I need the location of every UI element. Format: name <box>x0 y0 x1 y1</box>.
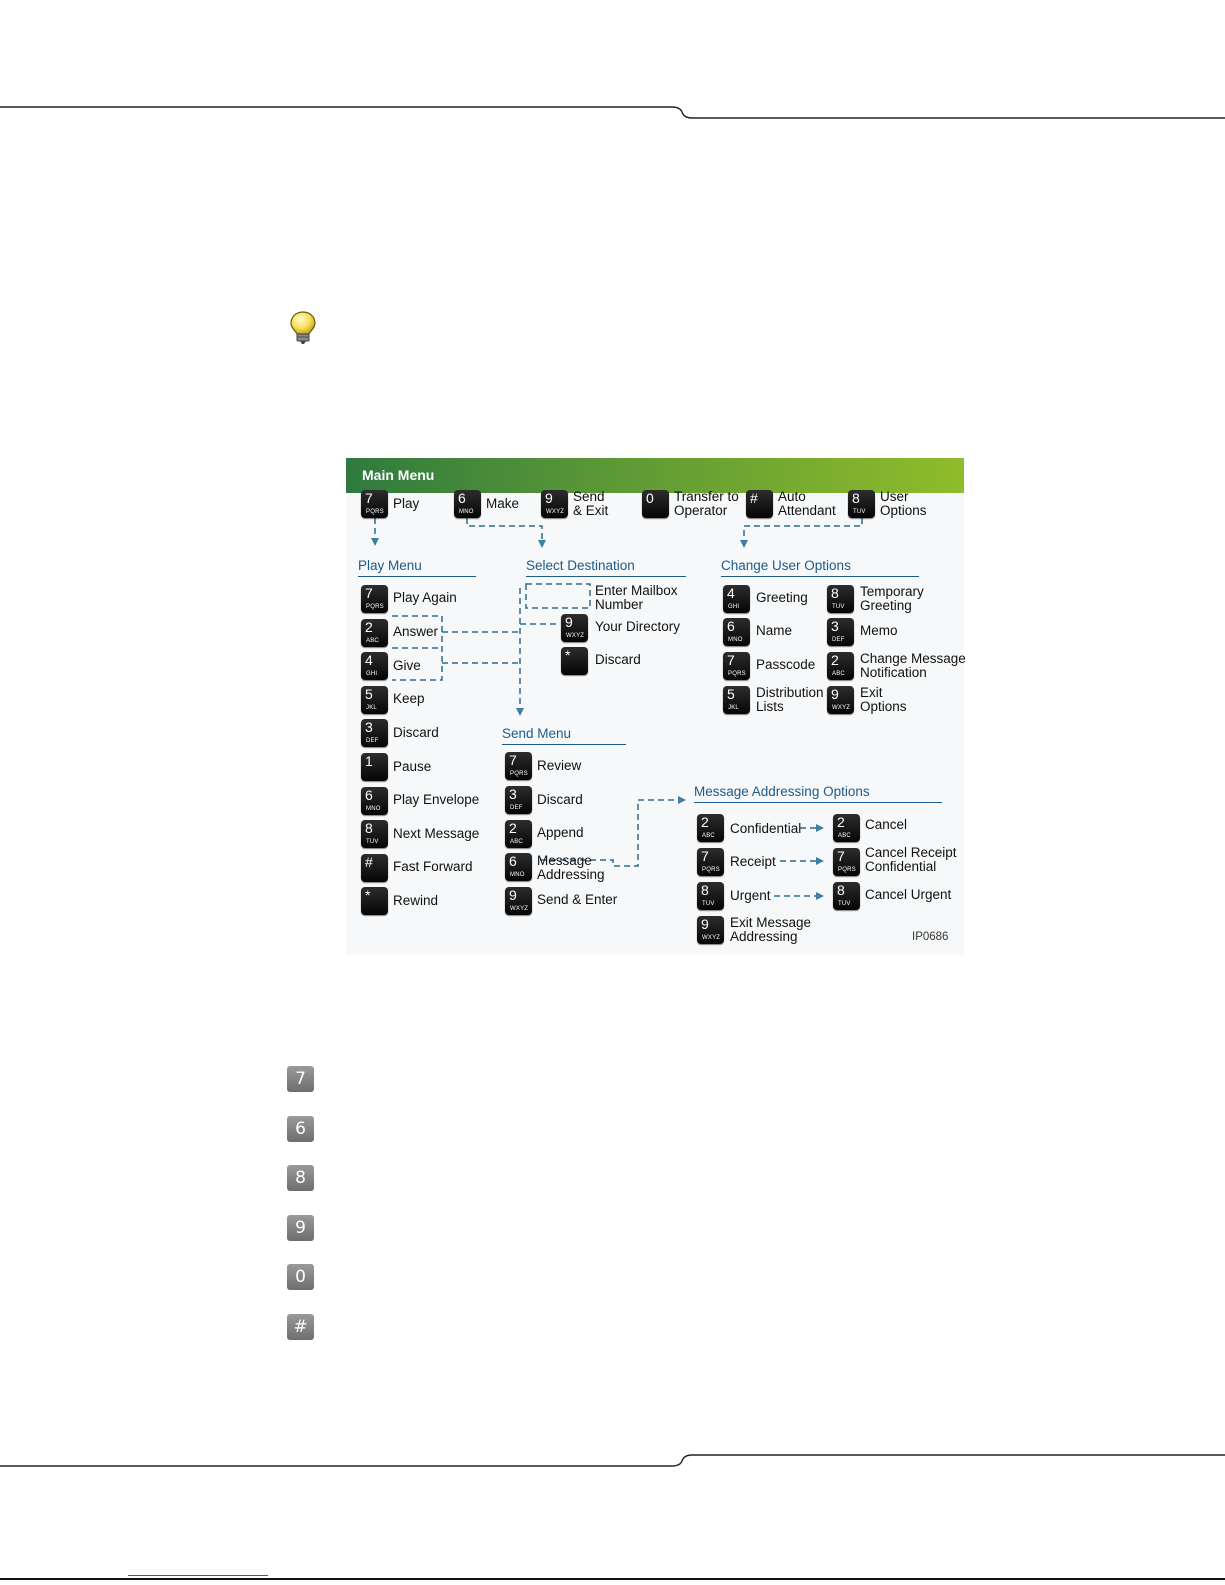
mao-key-cancel[interactable]: 2 ABC <box>833 814 860 842</box>
cuo-key-name[interactable]: 6 MNO <box>723 618 750 646</box>
send-label-send-enter: Send & Enter <box>537 892 618 907</box>
key-list-9: 9 <box>287 1215 314 1241</box>
cuo-key-distribution-lists[interactable]: 5 JKL <box>723 686 750 714</box>
footer-line <box>0 1578 1225 1580</box>
mao-label-cancel-receipt: Cancel Receipt Confidential <box>865 845 957 874</box>
lightbulb-icon <box>288 310 318 346</box>
send-key-review[interactable]: 7 PQRS <box>505 752 532 780</box>
play-key-keep[interactable]: 5 JKL <box>361 686 388 714</box>
main-label-make: Make <box>486 496 520 511</box>
cuo-key-temporary-greeting[interactable]: 8 TUV <box>827 585 854 613</box>
mao-key-receipt[interactable]: 7 PQRS <box>697 848 724 876</box>
main-key-auto-attendant[interactable]: # <box>746 490 773 518</box>
play-key-play-again[interactable]: 7 PQRS <box>361 585 388 613</box>
play-label-next-message: Next Message <box>393 826 480 841</box>
mao-label-receipt: Receipt <box>730 854 776 869</box>
cuo-key-change-notification[interactable]: 2 ABC <box>827 652 854 680</box>
send-menu-rule <box>502 744 626 745</box>
mao-label-confidential: Confidential <box>730 821 802 836</box>
cuo-label-greeting: Greeting <box>756 590 808 605</box>
mao-key-cancel-urgent[interactable]: 8 TUV <box>833 882 860 910</box>
play-label-pause: Pause <box>393 759 432 774</box>
send-label-discard: Discard <box>537 792 583 807</box>
diagram-title: Main Menu <box>362 467 435 483</box>
cuo-label-change-notification: Change Message Notification <box>860 651 966 680</box>
send-label-review: Review <box>537 758 582 773</box>
cuo-label-name: Name <box>756 623 793 638</box>
main-label-send-exit: Send & Exit <box>573 489 609 518</box>
mao-label-exit-addressing: Exit Message Addressing <box>730 915 812 944</box>
play-label-fast-forward: Fast Forward <box>393 859 473 874</box>
message-addressing-options-rule <box>694 802 942 803</box>
send-label-message-addressing: Message Addressing <box>537 853 605 882</box>
mao-label-cancel: Cancel <box>865 817 908 832</box>
key-list-7: 7 <box>287 1066 314 1092</box>
cuo-label-memo: Memo <box>860 623 898 638</box>
send-label-append: Append <box>537 825 584 840</box>
top-rule <box>0 100 1225 124</box>
select-destination-rule <box>526 576 686 577</box>
play-label-discard: Discard <box>393 725 439 740</box>
play-key-pause[interactable]: 1 <box>361 753 388 781</box>
main-label-operator: Transfer to Operator <box>674 489 739 518</box>
main-key-send-exit[interactable]: 9 WXYZ <box>541 490 568 518</box>
key-list-0: 0 <box>287 1264 314 1290</box>
key-list-hash: # <box>287 1314 314 1340</box>
footer-link-underline[interactable] <box>128 1575 268 1576</box>
main-label-play: Play <box>393 496 420 511</box>
play-key-next-message[interactable]: 8 TUV <box>361 820 388 848</box>
play-label-play-envelope: Play Envelope <box>393 792 480 807</box>
cuo-key-memo[interactable]: 3 DEF <box>827 618 854 646</box>
mao-key-cancel-receipt[interactable]: 7 PQRS <box>833 848 860 876</box>
play-menu-rule <box>358 576 476 577</box>
play-label-give: Give <box>393 658 421 673</box>
play-key-play-envelope[interactable]: 6 MNO <box>361 787 388 815</box>
main-label-auto-attendant: Auto Attendant <box>778 489 836 518</box>
play-key-fast-forward[interactable]: # <box>361 854 388 882</box>
mao-key-confidential[interactable]: 2 ABC <box>697 814 724 842</box>
play-label-keep: Keep <box>393 691 425 706</box>
mao-key-exit-addressing[interactable]: 9 WXYZ <box>697 916 724 944</box>
mao-label-cancel-urgent: Cancel Urgent <box>865 887 952 902</box>
main-key-make[interactable]: 6 MNO <box>454 490 481 518</box>
dest-key-your-directory[interactable]: 9 WXYZ <box>561 614 588 642</box>
main-label-user-options: User Options <box>880 489 927 518</box>
cuo-label-exit-options: Exit Options <box>860 685 907 714</box>
dest-label-enter-mailbox: Enter Mailbox Number <box>595 583 678 612</box>
main-key-play[interactable]: 7 PQRS <box>361 490 388 518</box>
cuo-label-passcode: Passcode <box>756 657 816 672</box>
play-menu-title: Play Menu <box>358 558 422 573</box>
cuo-label-distribution-lists: Distribution Lists <box>756 685 824 714</box>
figure-id: IP0686 <box>912 931 949 943</box>
play-label-answer: Answer <box>393 624 439 639</box>
play-key-give[interactable]: 4 GHI <box>361 652 388 680</box>
play-label-rewind: Rewind <box>393 893 439 908</box>
cuo-key-greeting[interactable]: 4 GHI <box>723 585 750 613</box>
send-key-discard[interactable]: 3 DEF <box>505 786 532 814</box>
dest-label-discard: Discard <box>595 652 641 667</box>
change-user-options-rule <box>721 576 919 577</box>
send-menu-title: Send Menu <box>502 726 572 741</box>
cuo-key-passcode[interactable]: 7 PQRS <box>723 652 750 680</box>
cuo-key-exit-options[interactable]: 9 WXYZ <box>827 686 854 714</box>
select-destination-title: Select Destination <box>526 558 635 573</box>
key-list-8: 8 <box>287 1165 314 1191</box>
play-key-answer[interactable]: 2 ABC <box>361 619 388 647</box>
key-list-6: 6 <box>287 1116 314 1142</box>
play-label-play-again: Play Again <box>393 590 457 605</box>
play-key-rewind[interactable]: * <box>361 887 388 915</box>
bottom-rule <box>0 1452 1225 1472</box>
mao-key-urgent[interactable]: 8 TUV <box>697 882 724 910</box>
cuo-label-temporary-greeting: Temporary Greeting <box>860 584 924 613</box>
play-key-discard[interactable]: 3 DEF <box>361 719 388 747</box>
dest-label-your-directory: Your Directory <box>595 619 681 634</box>
mao-label-urgent: Urgent <box>730 888 771 903</box>
main-key-operator[interactable]: 0 <box>642 490 669 518</box>
dest-key-discard[interactable]: * <box>561 647 588 675</box>
main-key-user-options[interactable]: 8 TUV <box>848 490 875 518</box>
send-key-send-enter[interactable]: 9 WXYZ <box>505 887 532 915</box>
change-user-options-title: Change User Options <box>721 558 851 573</box>
message-addressing-options-title: Message Addressing Options <box>694 784 870 799</box>
send-key-append[interactable]: 2 ABC <box>505 820 532 848</box>
voicemail-menu-diagram <box>346 458 964 955</box>
send-key-message-addressing[interactable]: 6 MNO <box>505 853 532 881</box>
